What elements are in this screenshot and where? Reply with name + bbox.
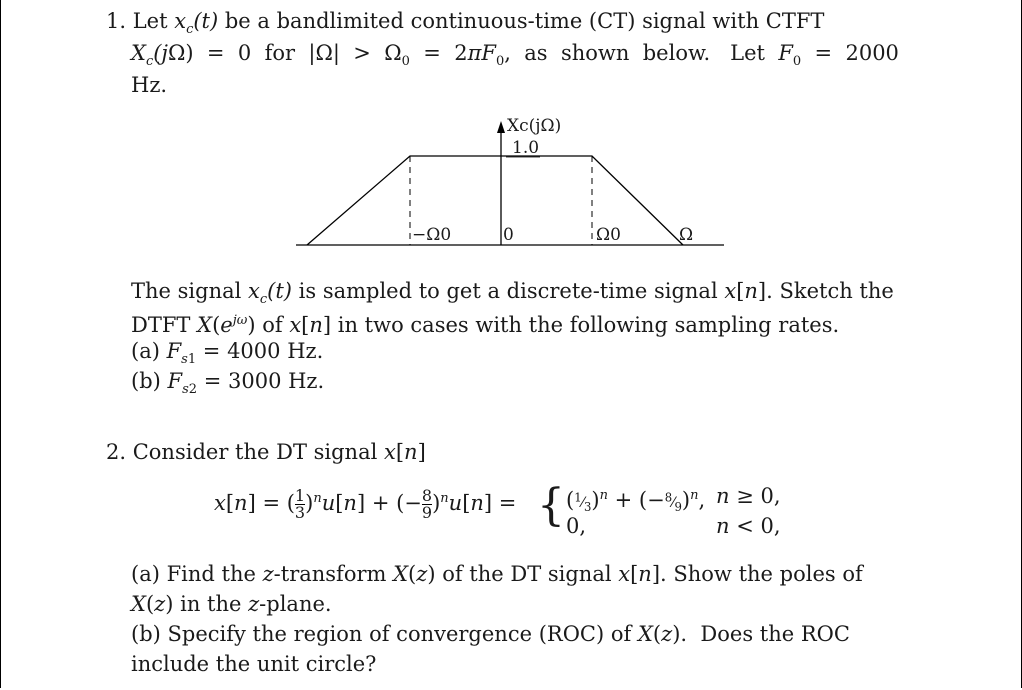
problem1-text1: Let $x_c(t)$ be a bandlimited continuous-time (CT) signal with CTFT	[132, 9, 825, 38]
y-axis-arrow	[497, 121, 505, 133]
problem2-part-a-line2: X(z) in the z-plane.	[131, 592, 332, 616]
case1: $(^1⁄_3)^n$ + $(-^8⁄_9)^n$,	[566, 488, 706, 514]
problem1-part-a: (a) $F_{s1} = 4000$ Hz.	[131, 339, 324, 368]
case1-condition: n ≥ 0,	[716, 484, 781, 508]
spectrum-trapezoid	[307, 156, 683, 245]
problem2-part-b-line1: (b) Specify the region of convergence (ROC) of X(z). Does the ROC	[131, 622, 850, 646]
figure-tick-pos: Ω0	[596, 225, 621, 245]
figure-xlabel: Ω	[679, 225, 694, 245]
case2: 0,	[566, 514, 587, 538]
figure-tick-zero: 0	[503, 225, 514, 245]
problem2-intro: 2. Consider the DT signal x[n]	[106, 440, 426, 464]
problem2-equation: x[n] = ( $\frac{1}{3}$ )$^n$u[n] + (− $\frac{8}{9}$ )$^n$u[n] =	[214, 486, 517, 522]
figure-ylabel: Xc(jΩ)	[507, 116, 562, 136]
problem1-number: 1.	[106, 9, 127, 33]
cases-brace: {	[537, 480, 565, 531]
problem1-line3: Hz.	[131, 73, 168, 97]
problem1-line5: DTFT $X(e^{j\omega})$ of x[n] in two cases with the following sampling rates.	[131, 313, 840, 337]
figure-tick-neg: −Ω0	[412, 225, 452, 245]
figure-peak-label: 1.0	[512, 138, 540, 158]
case2-condition: n < 0,	[716, 514, 781, 538]
problem1-part-b: (b) $F_{s2} = 3000$ Hz.	[131, 369, 325, 398]
problem1-line2: $X_c(j\Omega) = 0$ for $|\Omega| > \Omega_0 = 2\pi F_0$, as shown below. Let $F_0 = 2000$	[131, 41, 899, 70]
problem2-part-b-line2: include the unit circle?	[131, 652, 377, 676]
problem2-number: 2.	[106, 440, 127, 464]
problem2-part-a-line1: (a) Find the z-transform X(z) of the DT signal x[n]. Show the poles of	[131, 562, 863, 586]
problem1-line4: The signal $x_c(t)$ is sampled to get a discrete-time signal x[n]. Sketch the	[131, 279, 894, 308]
